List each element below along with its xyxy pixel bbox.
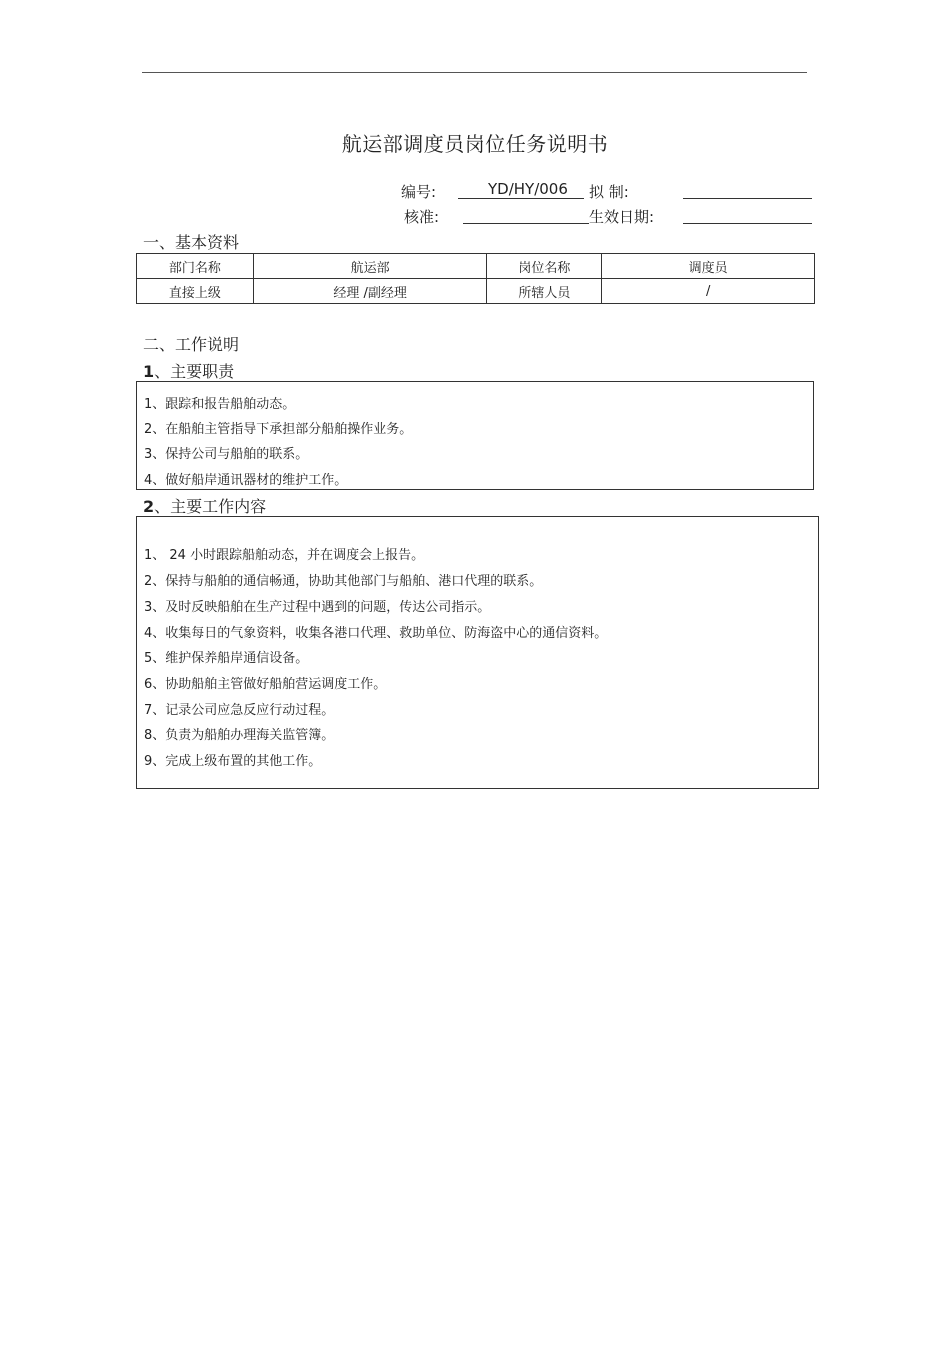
table-row	[137, 254, 815, 279]
content-heading	[143, 494, 266, 517]
list-item: 4、收集每日的气象资料，收集各港口代理、救助单位、防海盗中心的通信资料。	[144, 626, 608, 641]
list-item: 9、完成上级布置的其他工作。	[144, 754, 322, 769]
table-cell: 调度员	[602, 254, 815, 279]
table-cell: 所辖人员	[487, 279, 602, 304]
list-item: 3、保持公司与船舶的联系。	[144, 447, 309, 462]
list-item: 6、协助船舶主管做好船舶营运调度工作。	[144, 677, 387, 692]
draft-field[interactable]	[683, 198, 812, 199]
list-item: 1、 24 小时跟踪船舶动态，并在调度会上报告。	[144, 548, 425, 563]
duties-heading-text: 、主要职责	[154, 362, 235, 381]
code-underline	[458, 198, 584, 199]
list-item: 1、跟踪和报告船舶动态。	[144, 397, 296, 412]
code-value: YD/HY/006	[488, 180, 568, 198]
table-cell: /	[602, 279, 815, 304]
list-item: 5、维护保养船岸通信设备。	[144, 651, 309, 666]
list-item: 4、做好船岸通讯器材的维护工作。	[144, 473, 348, 488]
section-basic-info-heading: 一、基本资料	[143, 233, 240, 252]
header-rule	[142, 72, 807, 73]
code-label: 编号:	[401, 183, 437, 201]
table-cell: 部门名称	[137, 254, 254, 279]
table-cell: 航运部	[253, 254, 487, 279]
table-cell: 岗位名称	[487, 254, 602, 279]
draft-label: 拟 制:	[589, 183, 629, 201]
effective-date-field[interactable]	[683, 223, 812, 224]
content-heading-text: 、主要工作内容	[154, 497, 267, 516]
approve-label: 核准:	[404, 208, 440, 226]
table-cell: 直接上级	[137, 279, 254, 304]
section-work-description-heading: 二、工作说明	[143, 335, 240, 354]
table-row	[137, 279, 815, 304]
content-number: 2	[143, 497, 155, 516]
duties-box	[136, 381, 814, 490]
table-cell: 经理 /副经理	[253, 279, 487, 304]
duties-heading	[143, 359, 234, 382]
effective-date-label: 生效日期:	[589, 208, 655, 226]
work-content-box	[136, 516, 819, 789]
list-item: 8、负责为船舶办理海关监管簿。	[144, 728, 335, 743]
list-item: 3、及时反映船舶在生产过程中遇到的问题，传达公司指示。	[144, 600, 491, 615]
duties-number: 1	[143, 362, 155, 381]
document-title: 航运部调度员岗位任务说明书	[341, 132, 609, 156]
list-item: 7、记录公司应急反应行动过程。	[144, 703, 335, 718]
basic-info-table	[136, 253, 815, 304]
approve-field[interactable]	[463, 223, 589, 224]
list-item: 2、保持与船舶的通信畅通，协助其他部门与船舶、港口代理的联系。	[144, 574, 543, 589]
list-item: 2、在船舶主管指导下承担部分船舶操作业务。	[144, 422, 413, 437]
